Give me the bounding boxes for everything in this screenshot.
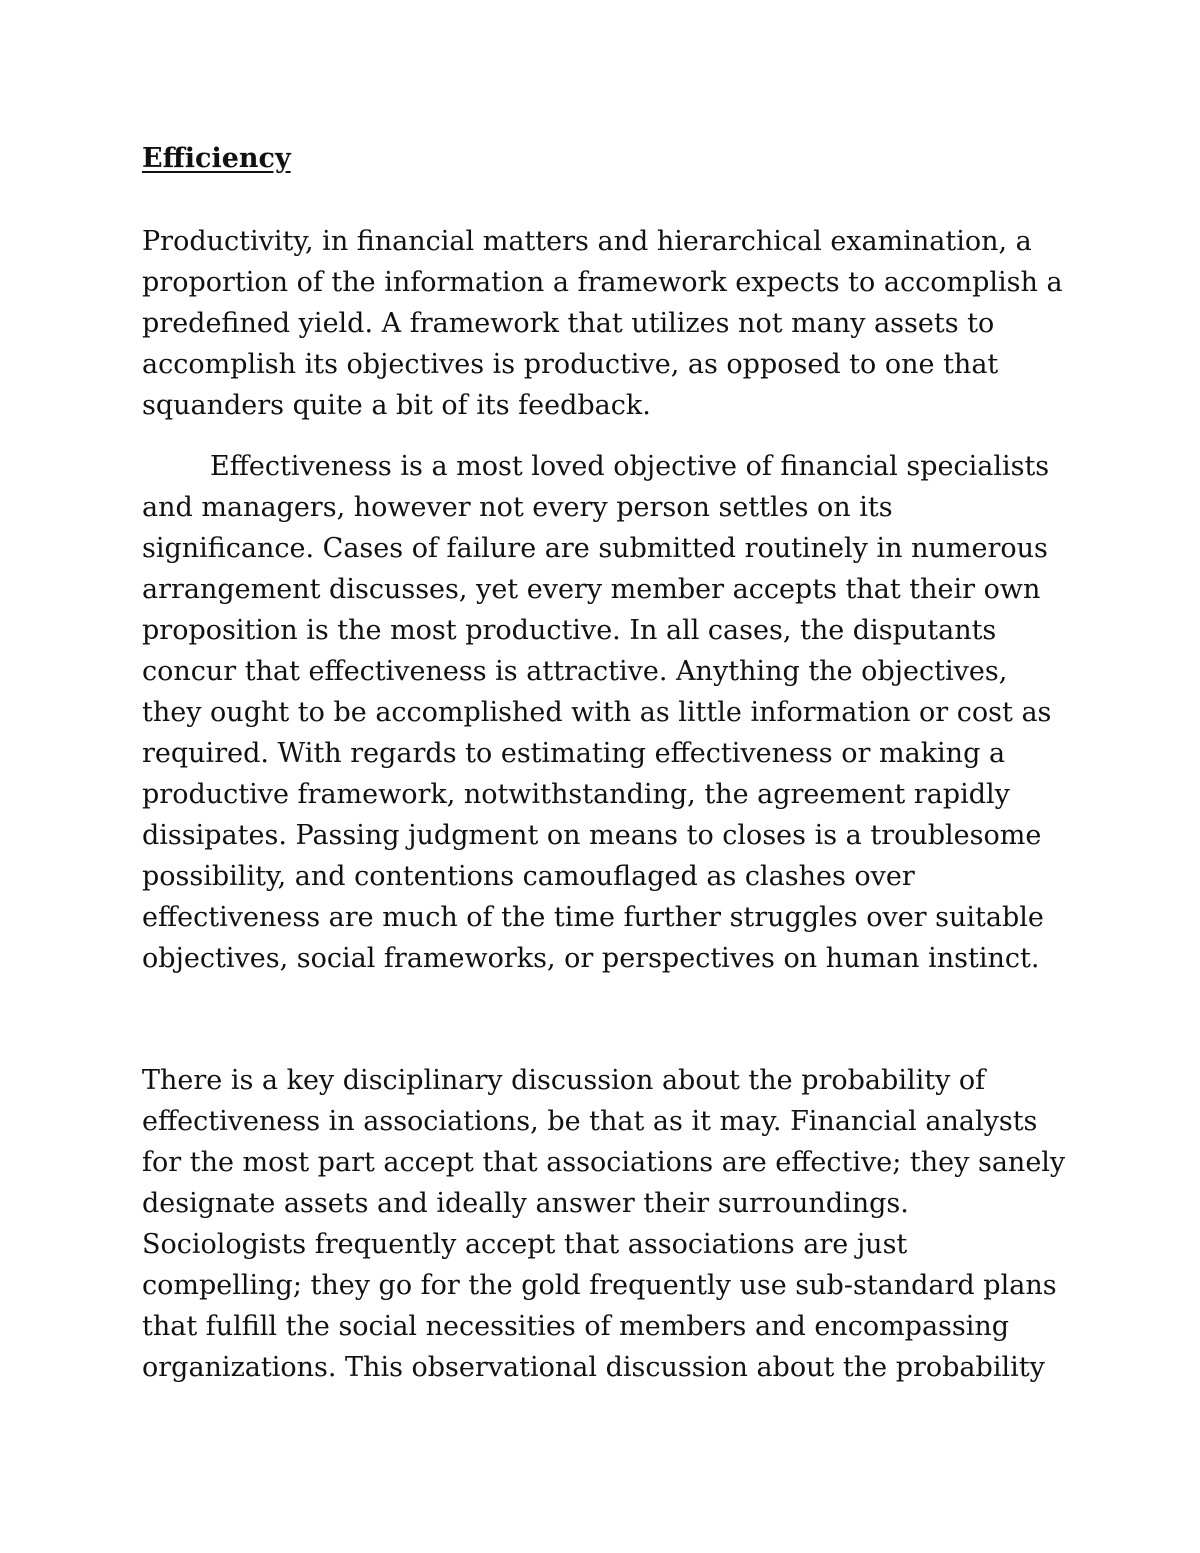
document-body <box>142 138 1072 1388</box>
paragraph-2: Effectiveness is a most loved objective of financial specialists and managers, however not every person settles on its significance. Cases of failure are submitted routinely in numerous arrangement discusses, yet every member accepts that their own proposition is the most productive. In all cases, the disputants concur that effectiveness is attractive. Anything the objectives, they ought to be accomplished with as little information or cost as required. With regards to estimating effectiveness or making a productive framework, notwithstanding, the agreement rapidly dissipates. Passing judgment on means to closes is a troublesome possibility, and contentions camouflaged as clashes over effectiveness are much of the time further struggles over suitable objectives, social frameworks, or perspectives on human instinct. <box>142 451 1052 974</box>
document-heading: Efficiency <box>142 143 291 174</box>
paragraph-1: Productivity, in financial matters and hierarchical examination, a proportion of the information a framework expects to accomplish a predefined yield. A framework that utilizes not many assets to accomplish its objectives is productive, as opposed to one that squanders quite a bit of its feedback. <box>142 226 1063 421</box>
paragraph-3: There is a key disciplinary discussion about the probability of effectiveness in associations, be that as it may. Financial analysts for the most part accept that associations are effective; they sanely designate assets and ideally answer their surroundings. Sociologists frequently accept that associations are just compelling; they go for the gold frequently use sub-standard plans that fulfill the social necessities of members and encompassing organizations. This observational discussion about the probability <box>142 1065 1066 1383</box>
